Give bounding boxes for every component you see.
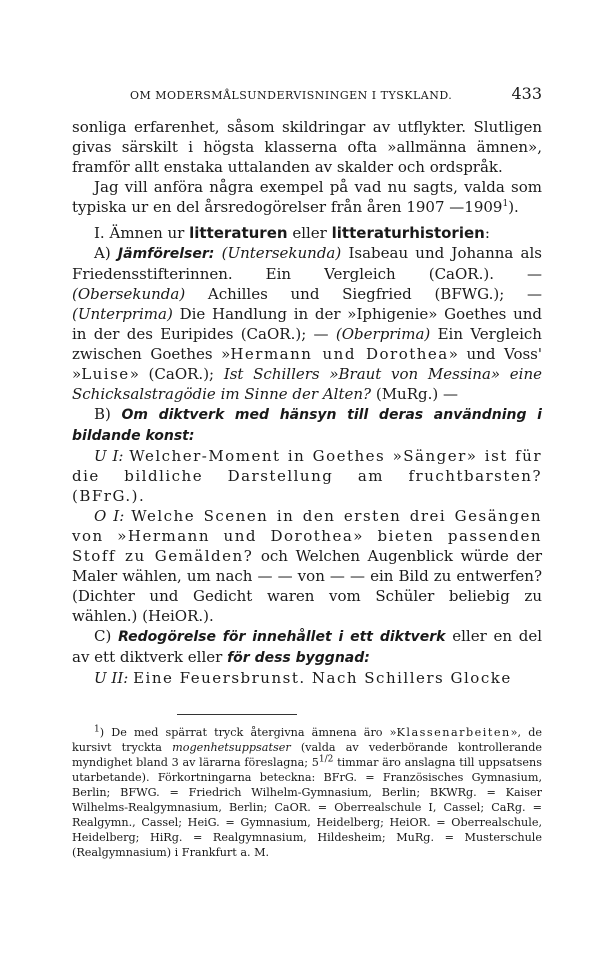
footnote-mark: 1 xyxy=(94,724,100,735)
section-b-text: och Welchen Augenblick würde der Maler wählen, um nach — — von — — ein Bild zu entwerfen? (Dichter und Gedicht waren vom Schüler beliebig zu wählen.) (HeiOR.). xyxy=(72,547,542,625)
page-number: 433 xyxy=(511,84,542,103)
section-a-text: Ein Vergleich zwischen Goethes » xyxy=(72,325,542,363)
section-1-keyword-a: litteraturen xyxy=(189,224,288,242)
section-c-label: C) xyxy=(94,627,112,645)
spaced-topic: Eine Feuersbrunst. Nach Schillers Glocke xyxy=(133,669,512,687)
class-label: U II: xyxy=(94,669,129,687)
section-1-text-a: Ämnen ur xyxy=(109,224,185,242)
paragraph-1: sonliga erfarenhet, såsom skildringar av utflykter. Slutligen givas särskilt i högsta klasserna ofta »allmänna ämnen», framför allt enstaka uttalanden av skalder och ordspråk. xyxy=(72,118,542,176)
footnote-italic: mogenhetsuppsatser xyxy=(172,741,291,754)
footnote-fraction: 1/2 xyxy=(318,754,334,765)
section-b xyxy=(72,404,542,446)
section-c-text: eller en del av ett diktverk eller xyxy=(72,627,542,666)
section-a-heading: Jämförelser: xyxy=(117,246,215,262)
class-label: (Obersekunda) xyxy=(72,285,186,303)
section-1-heading xyxy=(72,223,542,243)
footnote-part: ) De med spärrat tryck återgivna ämnena äro » xyxy=(99,726,397,739)
body-text xyxy=(72,117,542,688)
section-a-text: (MuRg.) — xyxy=(375,385,458,403)
paragraph-2-text: Jag vill anföra några exempel på vad nu sagts, valda som typiska ur en del årsredogörelser från åren 1907 —1909 xyxy=(72,178,542,216)
footnote-part: timmar äro anslagna till uppsatsens utarbetande). Förkortningarna betecknа: BFrG. = Französisches Gymnasium, Berlin; BFWG. = Friedrich Wilhelm-Gymnasium, Berlin; BKWRg. = Kaiser Wilhelms-Realgymnasium, Berlin; CaOR. = Oberrealschule I, Cassel; CaRg. = Realgymn., Cassel; HeiG. = Gymnasium, Heidelberg; HeiOR. = Oberrealschule, Heidelberg; HiRg. = Realgymnasium, Hildesheim; MuRg. = Musterschule (Realgymnasium) i Frankfurt a. M. xyxy=(72,756,542,859)
section-c xyxy=(72,626,542,668)
section-a-text: » und Voss' » xyxy=(72,345,543,383)
footnote-text xyxy=(72,725,542,860)
footnote-part: », de kursivt tryckta xyxy=(72,726,542,754)
class-label: O I: xyxy=(94,507,125,525)
section-a xyxy=(72,243,542,404)
section-b-ui xyxy=(72,446,542,506)
section-a-text: Achilles und Siegfried (BFWG.); — xyxy=(207,285,542,303)
spaced-title: Luise xyxy=(81,365,130,383)
section-c-heading: för dess byggnad: xyxy=(227,650,370,666)
section-c-uii xyxy=(72,668,542,688)
footnote-ref: 1 xyxy=(502,199,509,209)
class-label: (Untersekunda) xyxy=(221,244,342,262)
section-b-oi xyxy=(72,506,542,626)
footnote-divider xyxy=(177,714,297,715)
spaced-topic: Welche Scenen in den ersten drei Gesängen von »Hermann und Dorothea» bieten passenden Stoff zu Gemälden? xyxy=(72,507,542,565)
section-a-text: Isabeau und Johanna als Friedensstifterinnen. Ein Vergleich (CaOR.). — xyxy=(72,244,542,283)
class-label: U I: xyxy=(94,447,124,465)
class-label: (Unterprima) xyxy=(72,305,173,323)
footnote-spaced: Klassenarbeiten xyxy=(396,726,511,739)
section-a-text: Die Handlung in der »Iphigenie» Goethes und in der des Euripides (CaOR.); — xyxy=(72,305,542,343)
section-a-text: » (CaOR.); xyxy=(129,365,215,383)
section-1-text-c: eller xyxy=(292,224,327,242)
section-b-heading: Om diktverk med hänsyn till deras användning i bildande konst: xyxy=(72,407,542,444)
paragraph-2 xyxy=(72,177,542,217)
page xyxy=(72,84,542,860)
spaced-topic: Welcher-Moment in Goethes »Sänger» ist für die bildliche Darstellung am fruchtbarsten? (BFrG.). xyxy=(72,447,543,505)
section-number: I. xyxy=(94,224,105,242)
italic-topic: Ist Schillers »Braut von Messina» eine Schicksalstragödie im Sinne der Alten? xyxy=(72,365,542,403)
class-label: (Oberprima) xyxy=(335,325,431,343)
running-header xyxy=(72,84,542,103)
footnote-part: (valda av vederbörande kontrollerande myndighet bland 3 av lärarna föreslagna; 5 xyxy=(72,741,543,769)
footnote xyxy=(72,725,542,860)
section-1-keyword-b: litteraturhistorien xyxy=(331,224,485,242)
section-b-label: B) xyxy=(94,405,111,423)
paragraph-2-end: ). xyxy=(508,198,519,216)
section-a-label: A) xyxy=(94,244,111,262)
section-c-heading: Redogörelse för innehållet i ett diktverk xyxy=(118,629,446,645)
section-1-colon: : xyxy=(484,224,490,242)
spaced-title: Hermann und Dorothea xyxy=(230,345,449,363)
running-title: OM MODERSMÅLSUNDERVISNINGEN I TYSKLAND. xyxy=(130,89,453,102)
